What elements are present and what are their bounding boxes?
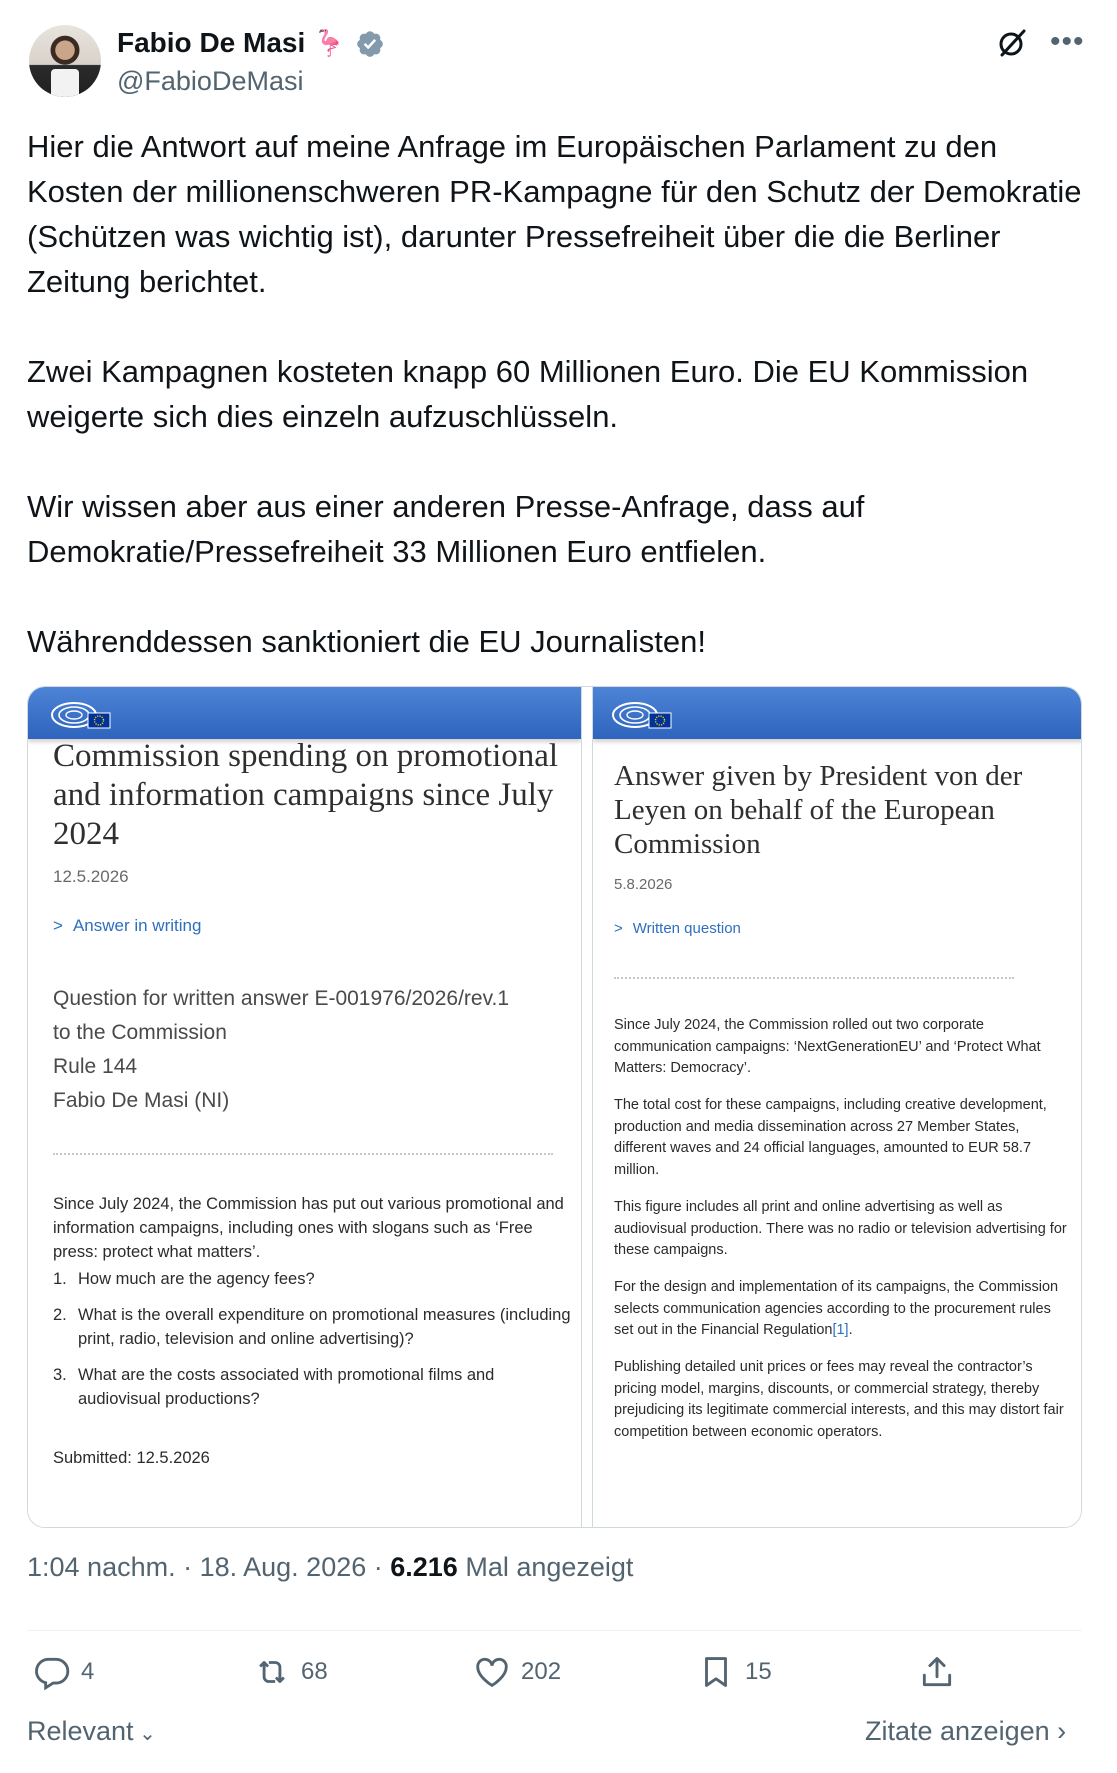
bookmark-button[interactable]	[697, 1650, 772, 1694]
tweet-text	[27, 124, 1097, 664]
question-text: How much are the agency fees?	[78, 1270, 315, 1288]
chevron-down-icon: ⌄	[133, 1723, 156, 1745]
author-handle[interactable]: @FabioDeMasi	[117, 66, 304, 96]
media-gap	[582, 687, 592, 1528]
european-parliament-logo-icon	[50, 697, 112, 731]
show-quotes-label: Zitate anzeigen	[865, 1716, 1050, 1746]
tweet-media[interactable]	[27, 686, 1082, 1528]
answer-in-writing-label: Answer in writing	[72, 916, 202, 935]
answer-paragraph: Publishing detailed unit prices or fees may reveal the contractor’s pricing model, margins, discounts, or commercial strategy, thereby prejudicing its legitimate commercial interests, and this may distort fair competition between economic operators.	[614, 1359, 1064, 1440]
tweet-paragraph: Wir wissen aber aus einer anderen Presse-Anfrage, dass auf Demokratie/Pressefreiheit 33 Millionen Euro entfielen.	[27, 489, 865, 569]
tweet-time[interactable]: 1:04 nachm.	[27, 1552, 176, 1582]
tweet-paragraph: Währenddessen sanktioniert die EU Journalisten!	[27, 624, 706, 659]
question-addressee: to the Commission	[53, 1021, 227, 1044]
question-number: 3.	[53, 1366, 67, 1384]
divider	[27, 1630, 1082, 1631]
question-meta	[53, 982, 573, 1118]
question-body: Since July 2024, the Commission has put out various promotional and information campaigns, including ones with slogans such as ‘Free press: protect what matters’.	[53, 1195, 564, 1261]
ep-header-bar	[28, 687, 581, 739]
tweet-meta	[27, 1552, 633, 1583]
tweet-header	[0, 0, 1117, 110]
question-rule: Rule 144	[53, 1055, 138, 1078]
dotted-divider	[53, 1153, 553, 1155]
question-item	[53, 1303, 573, 1351]
european-parliament-logo-icon	[611, 697, 673, 731]
question-title: Commission spending on promotional and information campaigns since July 2024	[53, 738, 559, 852]
repost-icon	[253, 1653, 291, 1691]
answer-paragraph: The total cost for these campaigns, including creative development, production and media dissemination across 27 Member States, different waves and 24 official languages, amounted to EUR 58.7 million.	[614, 1097, 1047, 1178]
bookmark-count: 15	[745, 1658, 772, 1685]
sort-dropdown[interactable]	[27, 1716, 156, 1747]
question-list	[53, 1267, 573, 1423]
repost-count: 68	[301, 1658, 328, 1685]
chevron-right-icon: >	[614, 920, 623, 937]
author-name[interactable]: Fabio De Masi	[117, 27, 306, 58]
share-icon	[918, 1653, 956, 1691]
meta-separator: ·	[366, 1552, 391, 1582]
like-button[interactable]	[473, 1650, 561, 1694]
answer-paragraph: Since July 2024, the Commission rolled out two corporate communication campaigns: ‘NextGenerationEU’ and ‘Protect What Matters: Democracy’.	[614, 1017, 1041, 1076]
question-text: What are the costs associated with promotional films and audiovisual productions?	[78, 1366, 495, 1408]
answer-paragraph: This figure includes all print and online advertising as well as audiovisual production. There was no radio or television advertising for these campaigns.	[614, 1199, 1067, 1258]
submitted-date: Submitted: 12.5.2026	[53, 1449, 210, 1467]
more-options-icon[interactable]: •••	[1050, 25, 1085, 58]
answer-paragraph-text: For the design and implementation of its campaigns, the Commission selects communication agencies according to the procurement rules set out in the Financial Regulation	[614, 1279, 1059, 1338]
sort-label: Relevant	[27, 1716, 134, 1746]
views-label: Mal angezeigt	[457, 1552, 634, 1582]
question-text: What is the overall expenditure on promotional measures (including print, radio, television and online advertising)?	[78, 1306, 571, 1348]
bookmark-icon	[697, 1653, 735, 1691]
written-question-link	[614, 920, 741, 937]
question-reference: Question for written answer E-001976/2026/rev.1	[53, 987, 510, 1010]
media-image-question[interactable]	[28, 687, 582, 1528]
heart-icon	[473, 1653, 511, 1691]
question-number: 2.	[53, 1306, 67, 1324]
answer-date: 5.8.2026	[614, 876, 673, 893]
like-count: 202	[521, 1658, 562, 1685]
grok-icon[interactable]	[995, 26, 1029, 60]
reply-icon	[33, 1653, 71, 1691]
reply-button[interactable]	[33, 1650, 94, 1694]
tweet-date[interactable]: 18. Aug. 2026	[199, 1552, 367, 1582]
written-question-label: Written question	[632, 920, 741, 937]
question-number: 1.	[53, 1270, 67, 1288]
tweet-paragraph: Zwei Kampagnen kosteten knapp 60 Millionen Euro. Die EU Kommission weigerte sich dies einzeln aufzuschlüsseln.	[27, 354, 1029, 434]
question-item	[53, 1267, 573, 1291]
share-button[interactable]	[918, 1650, 966, 1694]
flamingo-emoji: 🦩	[313, 28, 346, 58]
answer-in-writing-link	[53, 916, 201, 936]
show-quotes-link[interactable]	[865, 1716, 1066, 1747]
verified-badge-icon[interactable]	[355, 29, 385, 59]
question-author: Fabio De Masi (NI)	[53, 1089, 230, 1112]
media-image-answer[interactable]	[592, 687, 1082, 1528]
chevron-right-icon: >	[53, 916, 63, 935]
answer-paragraph-end: .	[848, 1322, 853, 1338]
footnote-link: [1]	[832, 1322, 849, 1338]
repost-button[interactable]	[253, 1650, 328, 1694]
reply-count: 4	[81, 1658, 95, 1685]
tweet-paragraph: Hier die Antwort auf meine Anfrage im Europäischen Parlament zu den Kosten der millionenschweren PR-Kampagne für den Schutz der Demokratie (Schützen was wichtig ist), darunter Pressefreiheit über die die Berliner Zeitung berichtet.	[27, 129, 1082, 299]
question-item	[53, 1363, 573, 1411]
chevron-right-icon: ›	[1049, 1716, 1067, 1746]
avatar[interactable]	[29, 25, 101, 97]
views-count: 6.216	[390, 1552, 458, 1582]
dotted-divider	[614, 977, 1014, 979]
meta-separator: ·	[175, 1552, 200, 1582]
question-date: 12.5.2026	[53, 867, 129, 886]
answer-paragraph	[614, 1277, 1074, 1342]
answer-title: Answer given by President von der Leyen on behalf of the European Commission	[614, 760, 1023, 860]
ep-header-bar	[593, 687, 1082, 739]
